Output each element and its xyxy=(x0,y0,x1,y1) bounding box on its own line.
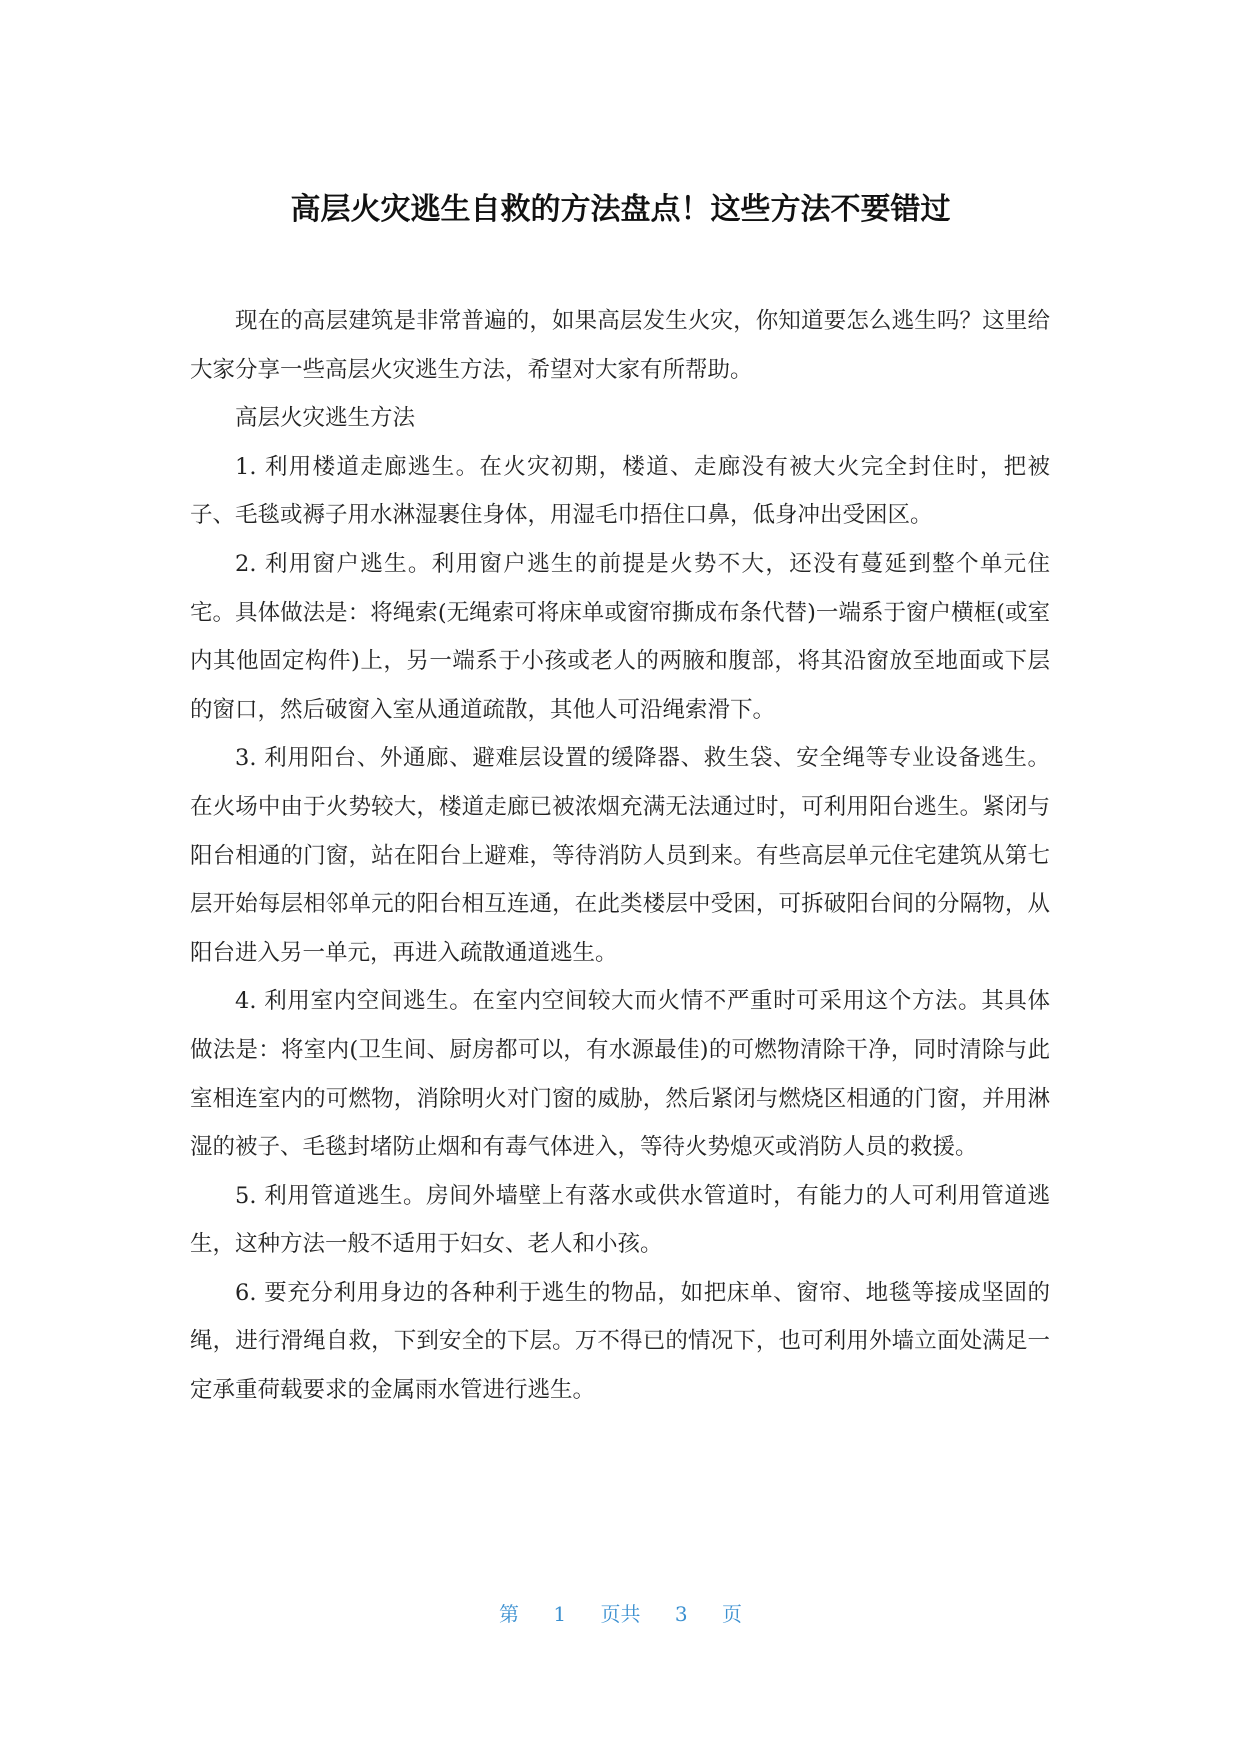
section-heading: 高层火灾逃生方法 xyxy=(235,405,416,432)
method-2-paragraph: 2. 利用窗户逃生。利用窗户逃生的前提是火势不大，还没有蔓延到整个单元住宅。具体做法是：将绳索(无绳索可将床单或窗帘撕成布条代替)一端系于窗户横框(或室内其他固定构件)上，另一端系于小孩或老人的两腋和腹部，将其沿窗放至地面或下层的窗口，然后破窗入室从通道疏散，其他人可沿绳索滑下。 xyxy=(190,550,1050,723)
page-label-middle: 页共 xyxy=(600,1602,641,1626)
page-label-prefix: 第 xyxy=(499,1602,520,1626)
document-title: 高层火灾逃生自救的方法盘点！这些方法不要错过 xyxy=(290,192,951,227)
method-5-paragraph: 5. 利用管道逃生。房间外墙壁上有落水或供水管道时，有能力的人可利用管道逃生，这种方法一般不适用于妇女、老人和小孩。 xyxy=(190,1182,1050,1258)
method-3-paragraph: 3. 利用阳台、外通廊、避难层设置的缓降器、救生袋、安全绳等专业设备逃生。在火场中由于火势较大，楼道走廊已被浓烟充满无法通过时，可利用阳台逃生。紧闭与阳台相通的门窗，站在阳台上避难，等待消防人员到来。有些高层单元住宅建筑从第七层开始每层相邻单元的阳台相互连通，在此类楼层中受困，可拆破阳台间的分隔物，从阳台进入另一单元，再进入疏散通道逃生。 xyxy=(190,745,1050,966)
total-pages-number: 3 xyxy=(674,1602,688,1626)
page-label-suffix: 页 xyxy=(721,1602,742,1626)
current-page-number: 1 xyxy=(553,1602,567,1626)
intro-paragraph: 现在的高层建筑是非常普遍的，如果高层发生火灾，你知道要怎么逃生吗？这里给大家分享一些高层火灾逃生方法，希望对大家有所帮助。 xyxy=(190,308,1050,383)
method-1-paragraph: 1. 利用楼道走廊逃生。在火灾初期，楼道、走廊没有被大火完全封住时，把被子、毛毯或褥子用水淋湿裹住身体，用湿毛巾捂住口鼻，低身冲出受困区。 xyxy=(190,453,1050,529)
page-footer xyxy=(0,1600,1241,1628)
method-4-paragraph: 4. 利用室内空间逃生。在室内空间较大而火情不严重时可采用这个方法。其具体做法是：将室内(卫生间、厨房都可以，有水源最佳)的可燃物清除干净，同时清除与此室相连室内的可燃物，消除明火对门窗的威胁，然后紧闭与燃烧区相通的门窗，并用淋湿的被子、毛毯封堵防止烟和有毒气体进入，等待火势熄灭或消防人员的救援。 xyxy=(190,988,1050,1161)
method-6-paragraph: 6. 要充分利用身边的各种利于逃生的物品，如把床单、窗帘、地毯等接成坚固的绳，进行滑绳自救，下到安全的下层。万不得已的情况下，也可利用外墙立面处满足一定承重荷载要求的金属雨水管进行逃生。 xyxy=(190,1279,1050,1404)
document-body xyxy=(190,297,1050,1415)
